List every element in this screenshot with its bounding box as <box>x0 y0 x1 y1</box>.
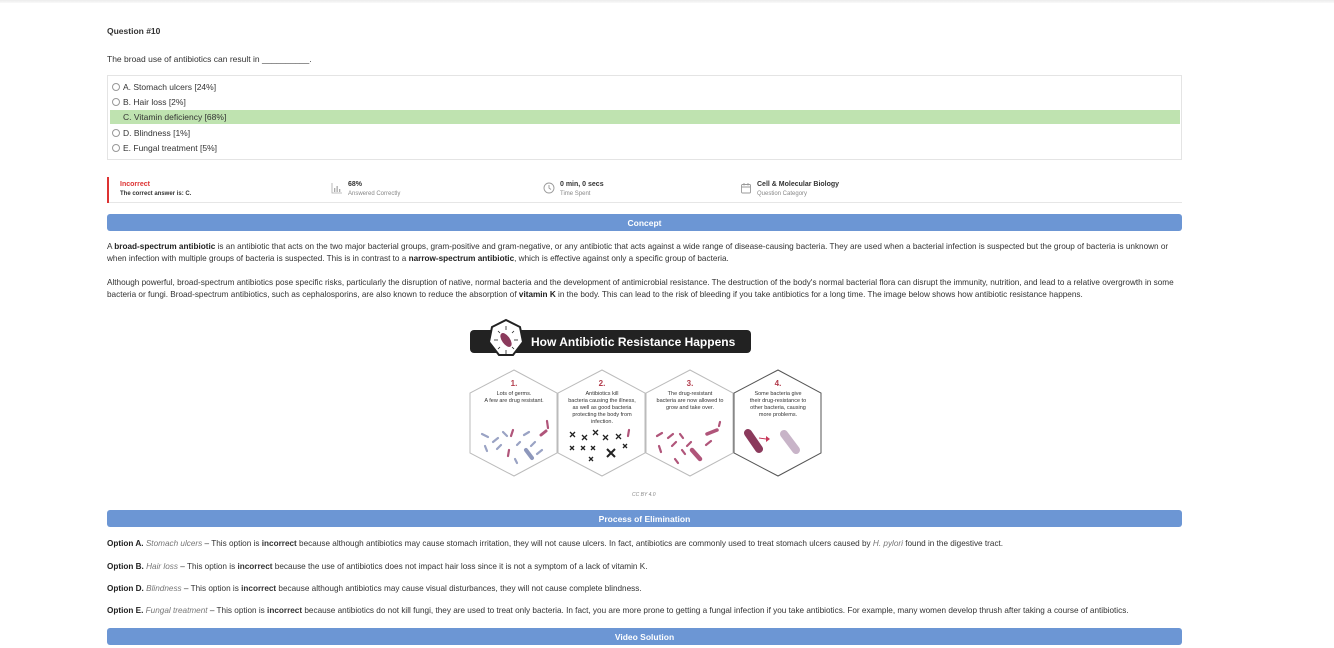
stat-category <box>740 181 839 197</box>
option-label: D. Blindness [1%] <box>123 128 191 138</box>
question-text: The broad use of antibiotics can result in __________. <box>107 54 312 64</box>
option-label: A. Stomach ulcers [24%] <box>123 82 217 92</box>
answer-options <box>107 75 1182 160</box>
svg-text:1.: 1. <box>510 379 518 388</box>
result-text: Incorrect <box>120 181 150 188</box>
option-d[interactable] <box>110 126 1180 140</box>
svg-text:Lots of germs.: Lots of germs. <box>496 391 532 397</box>
image-caption: CC BY 4.0 <box>632 492 656 498</box>
concept-header[interactable]: Concept <box>107 214 1182 231</box>
svg-text:other bacteria, causing: other bacteria, causing <box>750 405 806 411</box>
percent-value: 68% <box>348 181 363 188</box>
svg-text:3.: 3. <box>686 379 694 388</box>
svg-text:as well as good bacteria: as well as good bacteria <box>572 405 632 411</box>
radio-icon[interactable] <box>112 129 120 137</box>
svg-text:infection.: infection. <box>590 419 614 425</box>
option-a[interactable] <box>110 80 1180 94</box>
category-label: Question Category <box>757 191 808 197</box>
concept-paragraph-2: Although powerful, broad-spectrum antibiotics pose specific risks, particularly the disruption of native, normal bacteria and the development of antimicrobial resistance. The destruction of the body's normal bacterial flora can disrupt the immunity, nutrition, and lead to a relative overgrowth in some bacteria or fungi. Broad-spectrum antibiotics, such as cephalosporins, are also known to reduce the absorption of vitamin K in the body. This can lead to the risk of bleeding if you take antibiotics for a long time. The image below shows how antibiotic resistance happens. <box>107 278 1174 299</box>
radio-icon[interactable] <box>112 83 120 91</box>
percent-label: Answered Correctly <box>348 191 401 197</box>
clock-icon <box>543 182 555 194</box>
option-e[interactable] <box>110 141 1180 155</box>
antibiotic-resistance-diagram <box>469 318 831 483</box>
radio-icon[interactable] <box>112 144 120 152</box>
diagram-title: How Antibiotic Resistance Happens <box>531 335 736 349</box>
correct-answer-text: The correct answer is: C. <box>120 191 192 197</box>
svg-text:grow and take over.: grow and take over. <box>665 405 715 411</box>
concept-paragraph-1: A broad-spectrum antibiotic is an antibiotic that acts on the two major bacterial groups, gram-positive and gram-negative, or any antibiotic that acts against a wide range of disease-causing bacteria. They are used when a bacterial infection is suspected but the group of bacteria is unknown or when infection with multiple groups of bacteria is suspected. This is in contrast to a narrow-spectrum antibiotic, which is effective against only a specific group of bacteria. <box>107 242 1169 263</box>
question-number: Question #10 <box>107 26 161 36</box>
svg-text:bacteria are now allowed to: bacteria are now allowed to <box>656 398 724 404</box>
svg-text:Some bacteria give: Some bacteria give <box>754 391 802 397</box>
video-solution-header[interactable]: Video Solution <box>107 628 1182 645</box>
elimination-item: Option D. Blindness – This option is incorrect because although antibiotics may cause visual disturbances, they will not cause complete blindness. <box>107 584 642 593</box>
svg-text:The drug-resistant: The drug-resistant <box>667 391 713 397</box>
option-label: B. Hair loss [2%] <box>123 97 186 107</box>
stat-percent <box>331 181 400 197</box>
svg-text:bacteria causing the illness,: bacteria causing the illness, <box>568 398 636 404</box>
svg-text:A few are drug resistant.: A few are drug resistant. <box>484 398 544 404</box>
bar-chart-icon <box>331 182 343 194</box>
result-stats <box>107 177 1182 203</box>
option-label: C. Vitamin deficiency [68%] <box>123 112 227 122</box>
stat-time <box>543 181 604 197</box>
svg-text:4.: 4. <box>774 379 782 388</box>
elimination-item: Option A. Stomach ulcers – This option is incorrect because although antibiotics may cause stomach irritation, they will not cause ulcers. In fact, antibiotics are commonly used to treat stomach ulcers caused by H. pylori found in the digestive tract. <box>107 539 1004 548</box>
option-b[interactable] <box>110 95 1180 109</box>
calendar-icon <box>740 182 752 194</box>
elimination-item: Option B. Hair loss – This option is incorrect because the use of antibiotics does not impact hair loss since it is not a symptom of a lack of vitamin K. <box>107 562 648 571</box>
svg-text:protecting the body from: protecting the body from <box>572 412 632 418</box>
time-value: 0 min, 0 secs <box>560 181 604 188</box>
svg-text:Antibiotics kill: Antibiotics kill <box>585 391 619 397</box>
category-value: Cell & Molecular Biology <box>757 181 840 188</box>
option-label: E. Fungal treatment [5%] <box>123 143 218 153</box>
svg-text:2.: 2. <box>598 379 606 388</box>
radio-icon[interactable] <box>112 98 120 106</box>
svg-text:their drug-resistance to: their drug-resistance to <box>749 398 807 404</box>
elimination-item: Option E. Fungal treatment – This option is incorrect because antibiotics do not kill fungi, they are used to treat only bacteria. In fact, you are more prone to getting a fungal infection if you take antibiotics. For example, many women develop thrush after taking a course of antibiotics. <box>107 606 1129 615</box>
option-c-correct[interactable] <box>110 110 1180 124</box>
result-status <box>107 177 191 203</box>
top-bar <box>0 0 1334 3</box>
svg-text:more problems.: more problems. <box>758 412 798 418</box>
time-label: Time Spent <box>560 191 591 197</box>
elimination-header[interactable]: Process of Elimination <box>107 510 1182 527</box>
